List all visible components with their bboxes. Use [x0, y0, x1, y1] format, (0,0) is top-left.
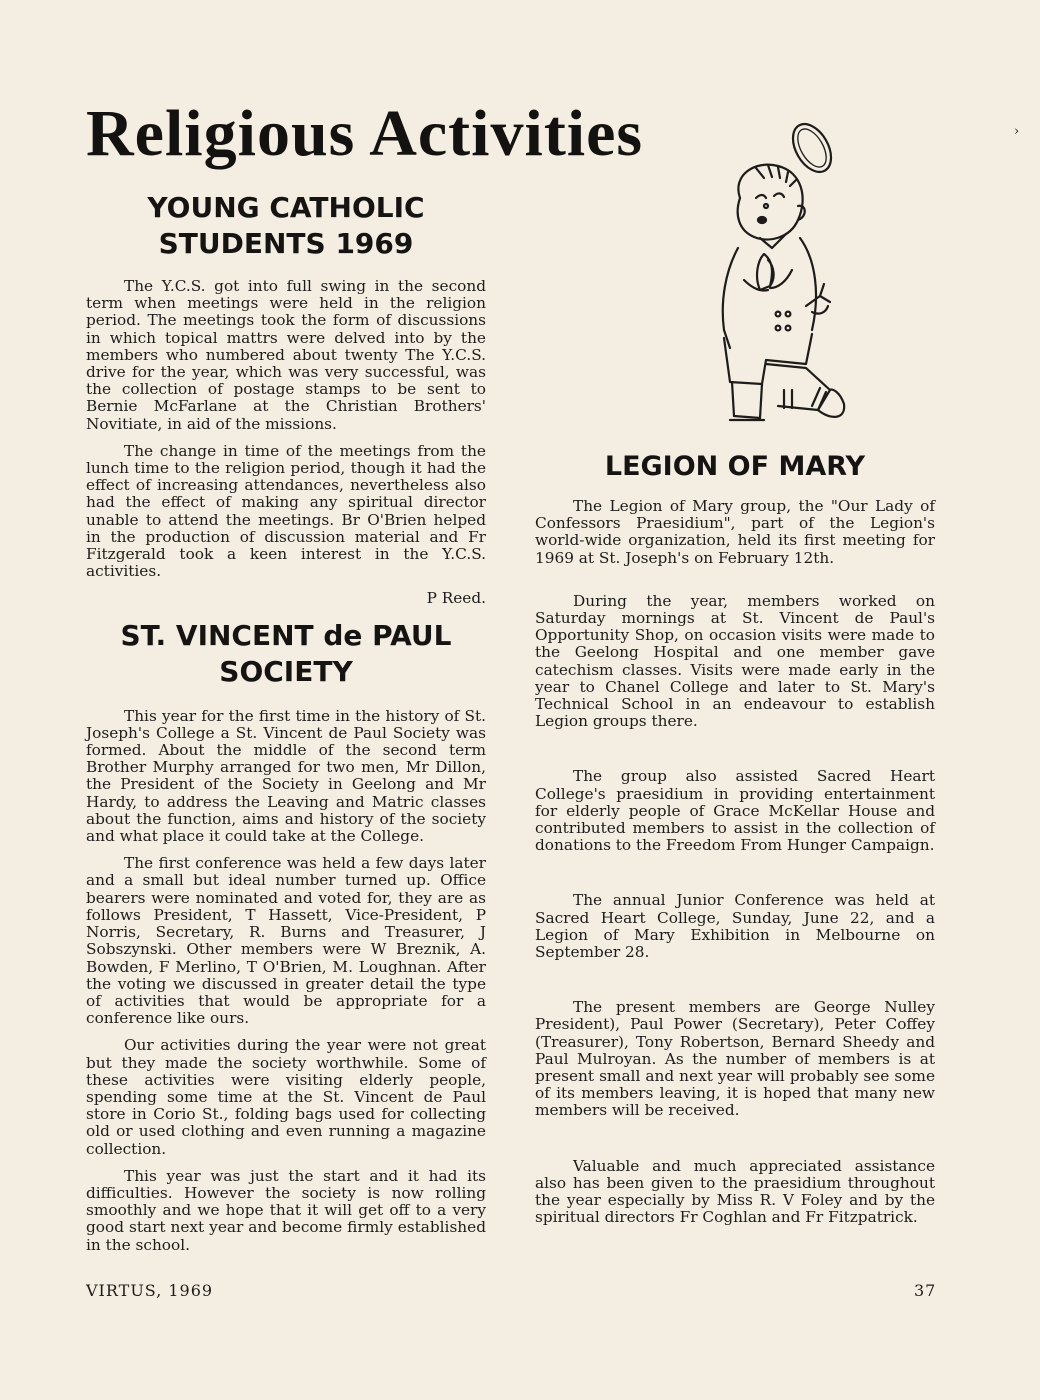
- torso-outline: [723, 238, 816, 348]
- ycs-paragraph: The change in time of the meetings from the lunch time to the religion period, though it had the effect of increasing attendances, nevertheless also had the effect of making any spiritual director unable to attend the meetings. Br O'Brien helped in the production of discussion material and Fr Fitzgerald took a keen interest in the Y.C.S. activities.: [86, 441, 486, 581]
- praying-boy-illustration: [660, 120, 890, 450]
- mouth: [758, 217, 766, 223]
- footer-publication: VIRTUS, 1969: [86, 1281, 214, 1300]
- hair-lines: [756, 165, 796, 186]
- halo-inner-shape: [792, 124, 832, 171]
- svp-paragraph: This year for the first time in the history of St. Joseph's College a St. Vincent de Paul Society was formed. About the middle of the second term Brother Murphy arranged for two men, Mr Dillon, the President of the Society in Geelong and Mr Hardy, to address the Leaving and Matric classes about the function, aims and history of the society and what place it could take at the College.: [86, 706, 486, 846]
- halo-shape: [785, 120, 839, 179]
- ycs-paragraph: The Y.C.S. got into full swing in the second term when meetings were held in the religion period. The meetings took the form of discussions in which topical mattrs were delved into by the members who numbered about twenty The Y.C.S. drive for the year, which was very successful, was the collection of postage stamps to be sent to Bernie McFarlane at the Christian Brothers' Novitiate, in aid of the missions.: [86, 277, 486, 433]
- legion-heading: LEGION OF MARY: [604, 451, 866, 482]
- ycs-heading-line1: YOUNG CATHOLIC: [147, 191, 425, 224]
- button: [786, 326, 791, 331]
- svp-paragraph: This year was just the start and it had its difficulties. However the society is now rolling smoothly and we hope that it will get off to a very good start next year and become firmly established in the school.: [86, 1166, 486, 1254]
- svp-heading-line2: SOCIETY: [219, 654, 353, 688]
- svp-paragraph: The first conference was held a few days later and a small but ideal number turned up. Office bearers were nominated and voted for, they are as follows President, T Hassett, Vice-President, P Norris, Secretary, R. Burns and Treasurer, J Sobszynski. Other members were W Breznik, A. Bowden, F Merlino, T O'Brien, M. Loughnan. After the voting we discussed in greater detail the type of activities that would be appropriate for a conference like ours.: [86, 854, 486, 1028]
- button: [776, 312, 781, 317]
- ycs-heading-line2: STUDENTS 1969: [158, 227, 414, 260]
- left-column: [86, 190, 486, 1264]
- button: [776, 326, 781, 331]
- leg-left: [732, 382, 762, 418]
- legion-paragraph: The Legion of Mary group, the "Our Lady of Confessors Praesidium", part of the Legion's world-wide organization, held its first meeting for 1969 at St. Joseph's on February 12th.: [535, 497, 935, 567]
- shorts-outline: [724, 334, 812, 384]
- footer-page-number: 37: [914, 1281, 937, 1300]
- ycs-heading: [86, 190, 486, 262]
- praying-hands: [757, 254, 774, 290]
- svp-heading: [86, 618, 486, 690]
- legion-paragraph: The group also assisted Sacred Heart College's praesidium in providing entertainment for elderly people of Grace McKellar House and contributed members to assist in the collection of donations to the Freedom From Hunger Campaign.: [535, 767, 935, 855]
- svp-heading-line1: ST. VINCENT de PAUL: [120, 618, 452, 652]
- head-outline: [738, 165, 803, 240]
- legion-paragraph: The annual Junior Conference was held at Sacred Heart College, Sunday, June 22, and a Legion of Mary Exhibition in Melbourne on September 28.: [535, 891, 935, 962]
- right-column: [535, 450, 935, 1265]
- eye-left: [756, 195, 766, 198]
- slingshot: [806, 284, 830, 314]
- legion-paragraph: The present members are George Nulley President), Paul Power (Secretary), Peter Coffey (Treasurer), Tony Robertson, Bernard Sheedy and Paul Mulroyan. As the number of members is at present small and next year will probably see some of its members leaving, it is hoped that many new members will be received.: [535, 998, 935, 1120]
- legion-paragraph: Valuable and much appreciated assistance also has been given to the praesidium throughout the year especially by Miss R. V Foley and by the spiritual directors Fr Coghlan and Fr Fitzpatrick.: [535, 1156, 935, 1227]
- nose: [764, 204, 768, 208]
- button: [786, 312, 791, 317]
- ycs-signature: P Reed.: [426, 589, 486, 608]
- svp-paragraph: Our activities during the year were not great but they made the society worthwhile. Some of these activities were visiting elderly people, spending some time at the St. Vincent de Paul store in Corio St., folding bags used for collecting old or used clothing and even running a magazine collection.: [86, 1036, 486, 1158]
- legion-paragraph: During the year, members worked on Saturday mornings at St. Vincent de Paul's Opportunity Shop, on occasion visits were made to the Geelong Hospital and one member gave catechism classes. Visits were made early in the year to Chanel College and later to St. Mary's Technical School in an endeavour to establish Legion groups there.: [535, 591, 935, 731]
- eye-right: [774, 193, 784, 197]
- edge-mark: ›: [1014, 124, 1020, 139]
- page-title: Religious Activities: [86, 97, 644, 170]
